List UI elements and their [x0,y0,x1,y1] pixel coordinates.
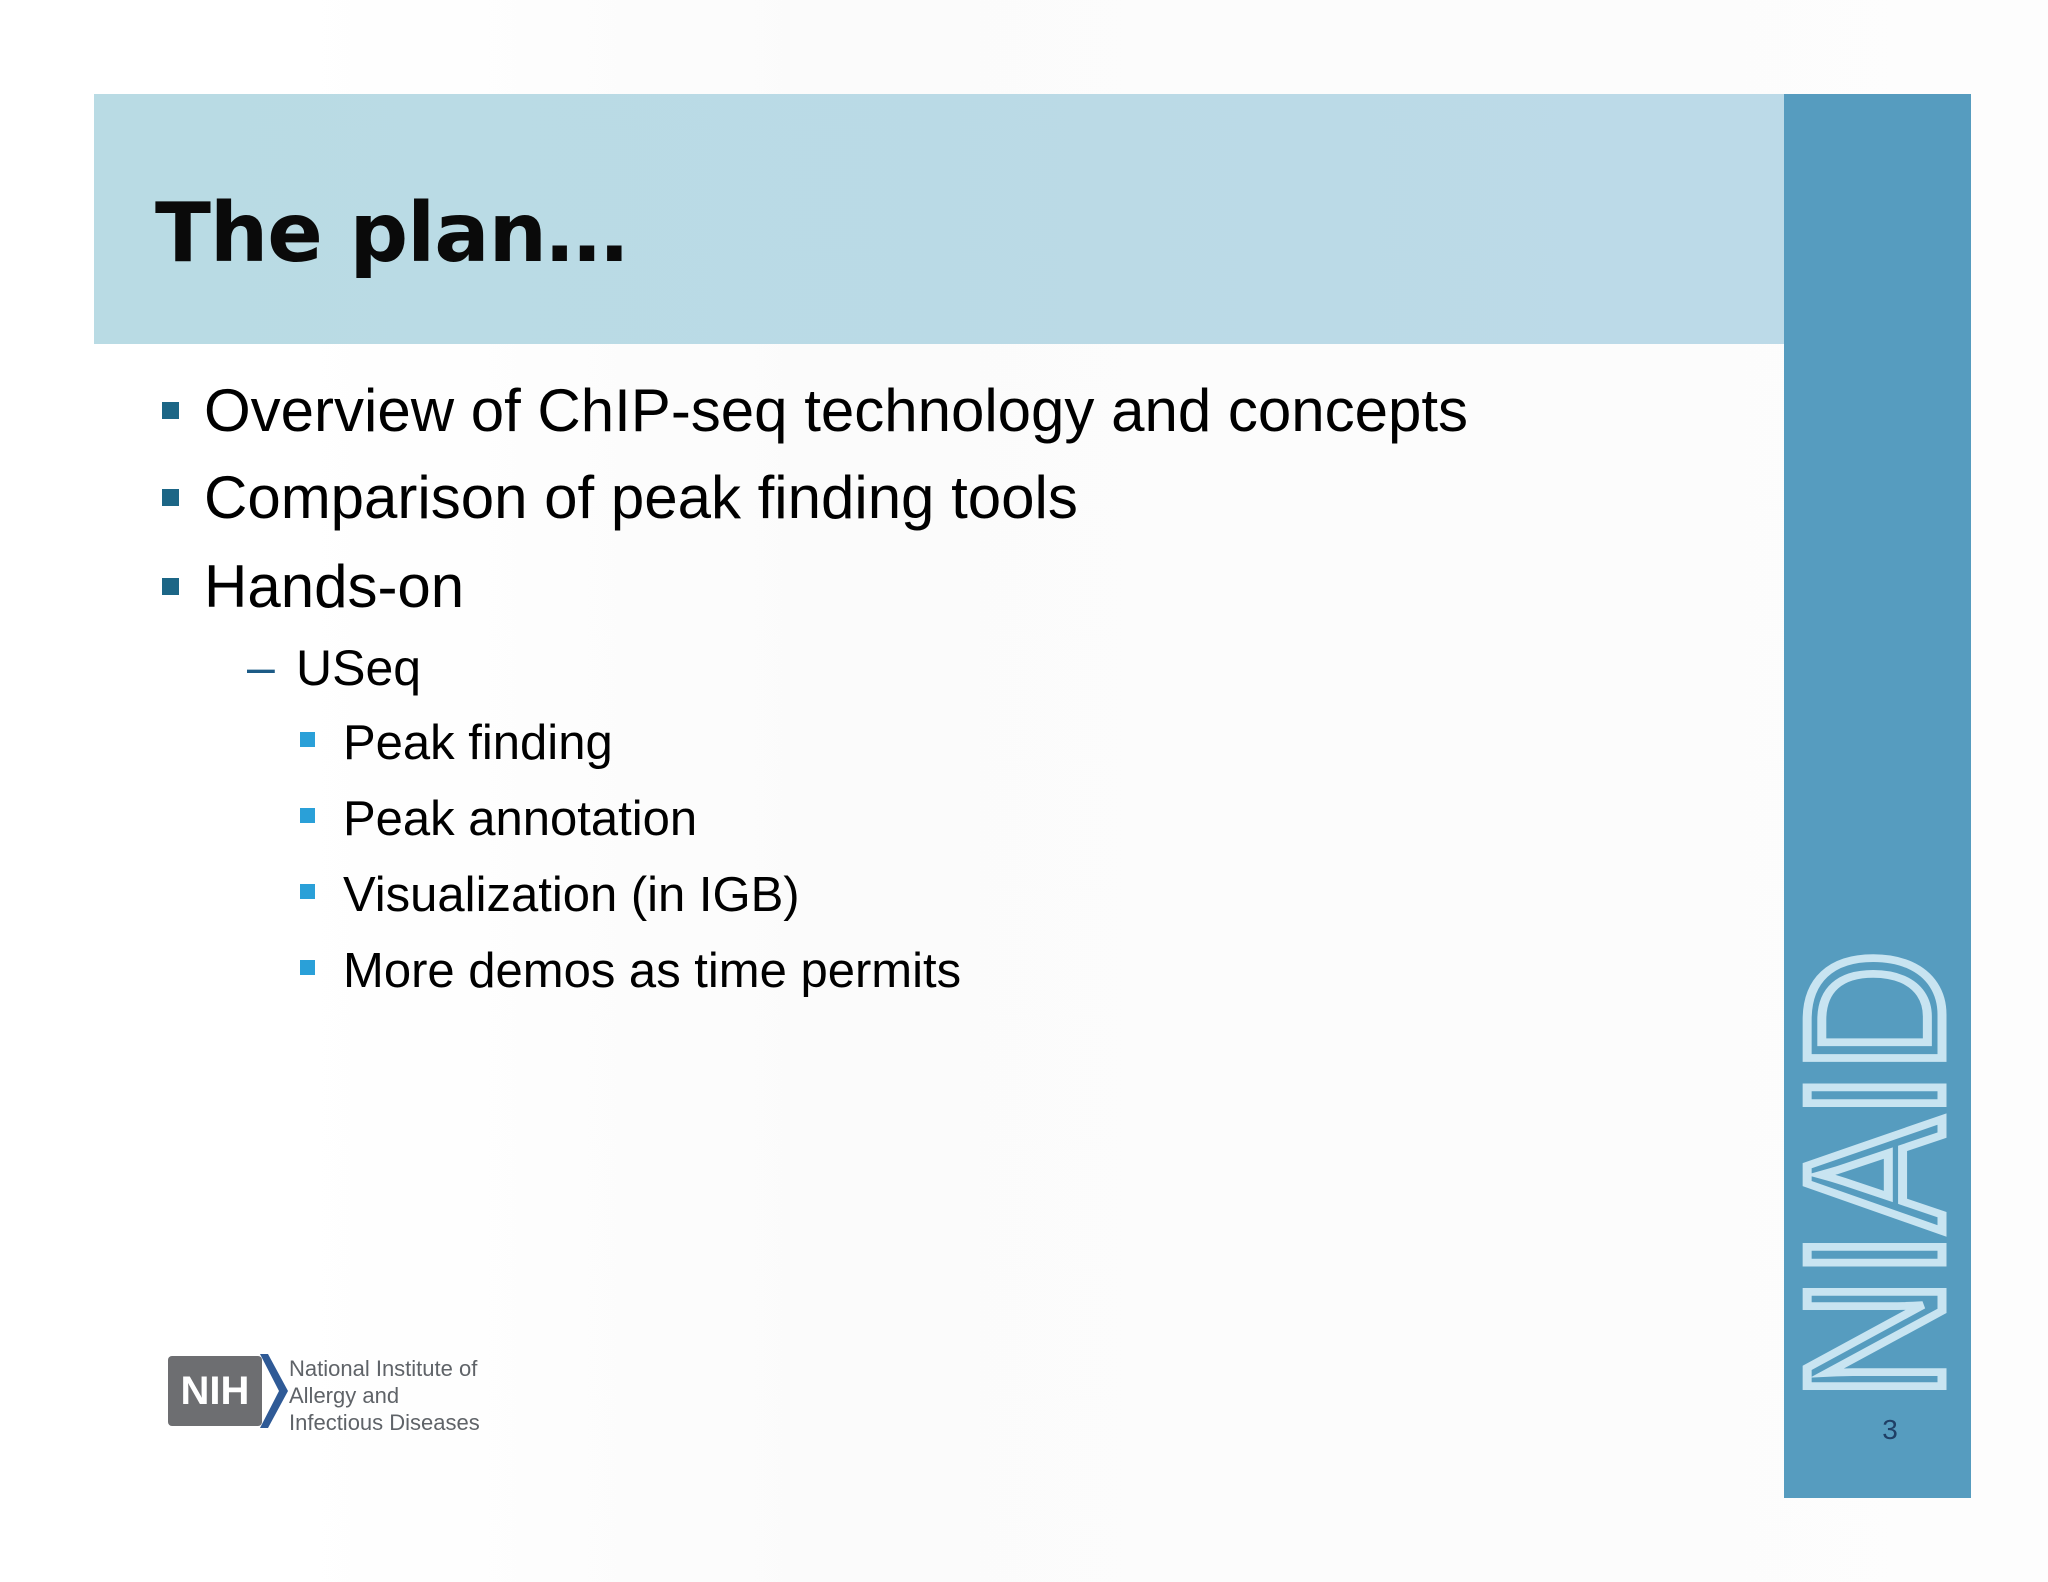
square-bullet-icon [162,402,179,419]
niaid-vertical-logo [1765,877,1984,1410]
square-bullet-icon [162,489,179,506]
sub-sub-bullet-item: Peak annotation [343,792,698,846]
sub-sub-bullet-item: Peak finding [343,716,613,770]
square-bullet-icon [300,732,315,747]
square-bullet-icon [300,884,315,899]
niaid-logo-text: NIAID [1765,877,1984,1400]
sub-sub-bullet-item: Visualization (in IGB) [343,868,800,922]
slide-title: The plan… [155,186,627,281]
nih-logo-text: NIH [180,1369,250,1413]
square-bullet-icon [162,578,179,595]
sub-sub-bullet-item: More demos as time permits [343,944,962,998]
institute-name-line: Infectious Diseases [289,1410,480,1435]
nih-logo-icon [168,1354,288,1428]
square-bullet-icon [300,960,315,975]
bullet-item: Comparison of peak finding tools [204,464,1078,531]
bullet-item: Hands-on [204,553,465,620]
institute-name [289,1355,480,1436]
sub-bullet-item: USeq [296,640,422,696]
square-bullet-icon [300,808,315,823]
bullet-item: Overview of ChIP-seq technology and concepts [204,377,1469,444]
institute-name-line: National Institute of [289,1356,478,1381]
page-number: 3 [1882,1414,1898,1445]
institute-name-line: Allergy and [289,1383,400,1408]
dash-bullet-icon: – [247,639,275,695]
